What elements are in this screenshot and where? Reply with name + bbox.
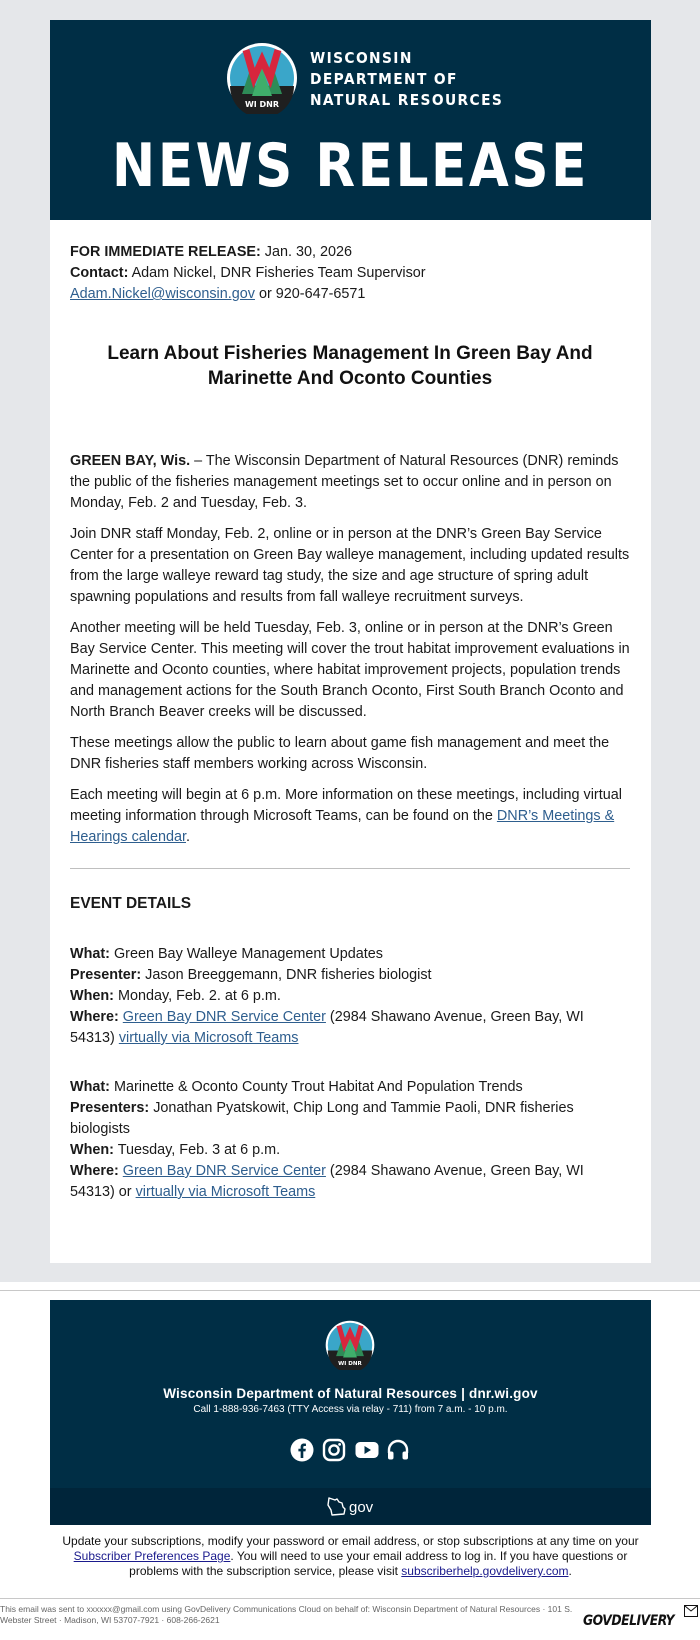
dateline: GREEN BAY, Wis. [70,453,191,469]
event-1-when: Monday, Feb. 2. at 6 p.m. [113,988,281,1004]
contact-phone: or 920-647-6571 [254,286,366,302]
contact-name: Adam Nickel, DNR Fisheries Team Supervisor [128,265,426,281]
event-1-when-label: When: [70,988,114,1004]
dnr-logo-icon [226,42,298,114]
event-1-address: (2984 Shawano Avenue, Green Bay, WI 54313) [70,1009,584,1046]
instagram-icon[interactable] [322,1438,346,1462]
fineprint-divider [0,1598,700,1599]
subscriber-help-link[interactable]: subscriberhelp.govdelivery.com [401,1564,569,1578]
article-body [50,220,651,1203]
headline: NEWS RELEASE [112,131,589,201]
agency-line-2: DEPARTMENT OF [310,70,458,88]
paragraph-1 [70,451,630,514]
footer [50,1300,651,1525]
event-2-address: (2984 Shawano Avenue, Green Bay, WI 54313) or [70,1163,584,1200]
event-1-presenter-label: Presenter: [70,967,142,983]
paragraph-5-end: . [186,829,190,845]
event-details-heading: EVENT DETAILS [70,895,192,912]
footer-dnr-logo-icon[interactable] [325,1320,375,1370]
event-2-what-label: What: [70,1079,110,1095]
logo-text: WI DNR [244,100,280,109]
subscription-notice [52,1534,649,1579]
agency-line-1: WISCONSIN [310,49,413,67]
wisconsin-gov-logo[interactable] [326,1496,373,1516]
news-header [50,20,651,220]
event-1-teams-link[interactable]: virtually via Microsoft Teams [118,1030,299,1046]
event-2 [70,1077,630,1203]
event-2-what: Marinette & Oconto County Trout Habitat And Population Trends [109,1079,523,1095]
event-1-where-label: Where: [70,1009,119,1025]
paragraph-1-text: – The Wisconsin Department of Natural Resources (DNR) reminds the public of the fisheries management meetings set to occur online and in person on Monday, Feb. 2 and Tuesday, Feb. 3. [70,453,619,511]
social-links [290,1438,410,1464]
agency-name [310,48,503,111]
paragraph-3: Another meeting will be held Tuesday, Feb. 3, online or in person at the DNR’s Green Bay Service Center. This meeting will cover the trout habitat improvement evaluations in Marinette and Oconto counties, where habitat improvement projects, population trends and management actions for the South Branch Oconto, First South Branch Oconto and North Branch Beaver creeks will be discussed. [70,620,630,720]
event-1-location-link[interactable]: Green Bay DNR Service Center [122,1009,326,1025]
event-2-presenter-label: Presenters: [70,1100,150,1116]
govdelivery-logo[interactable]: GOVDELIVERY [583,1613,675,1629]
event-1-what: Green Bay Walleye Management Updates [109,946,383,962]
paragraph-4: These meetings allow the public to learn about game fish management and meet the DNR fisheries staff members working across Wisconsin. [70,735,610,772]
paragraph-2: Join DNR staff Monday, Feb. 2, online or in person at the DNR’s Green Bay Service Center for a presentation on Green Bay walleye management, including updated results from the large walleye reward tag study, the size and age structure of spring adult spawning populations and results from fall walleye recruitment surveys. [70,526,630,605]
subscription-text-1: Update your subscriptions, modify your password or email address, or stop subscriptions at any time on your [62,1534,639,1548]
subscription-text-2: . You will need to use your email address to log in. If you have questions or problems with the subscription service, please visit [129,1549,628,1578]
event-2-when: Tuesday, Feb. 3 at 6 p.m. [113,1142,281,1158]
footer-org: Wisconsin Department of Natural Resources | dnr.wi.gov [163,1386,538,1401]
contact-email-link[interactable]: Adam.Nickel@wisconsin.gov [70,286,255,302]
event-2-when-label: When: [70,1142,114,1158]
footer-logo-text: WI DNR [338,1361,362,1368]
release-label: FOR IMMEDIATE RELEASE: [70,244,261,260]
event-2-where-label: Where: [70,1163,119,1179]
youtube-icon[interactable] [354,1438,378,1462]
release-meta [70,242,630,305]
facebook-icon[interactable] [290,1438,314,1462]
agency-line-3: NATURAL RESOURCES [310,91,504,109]
subscriber-preferences-link[interactable]: Subscriber Preferences Page [73,1549,231,1563]
section-divider [0,1290,700,1291]
event-2-teams-link[interactable]: virtually via Microsoft Teams [135,1184,316,1200]
wisconsin-state-icon [326,1496,348,1516]
govdelivery-mark-icon [684,1605,698,1617]
paragraph-5-text: Each meeting will begin at 6 p.m. More information on these meetings, including virtual meeting information through Microsoft Teams, can be found on the [70,787,622,824]
gov-text: gov [349,1499,374,1516]
contact-label: Contact: [70,265,129,281]
news-card [50,20,651,1263]
article-title: Learn About Fisheries Management In Green Bay And Marinette And Oconto Counties [107,343,593,389]
release-date: Jan. 30, 2026 [260,244,353,260]
podcast-headphones-icon[interactable] [386,1438,410,1462]
footer-gov-bar [50,1488,651,1525]
divider [70,868,630,869]
fineprint: This email was sent to xxxxxx@gmail.com using GovDelivery Communications Cloud on behalf of: Wisconsin Department of Natural Resources · 101 S. Webster Street · Madison, WI 53707-7921 · 608-266-2621 [0,1604,573,1625]
subscription-text-3: . [568,1564,572,1578]
event-1-what-label: What: [70,946,110,962]
event-2-presenter: Jonathan Pyatskowit, Chip Long and Tammie Paoli, DNR fisheries biologists [70,1100,574,1137]
footer-phone: Call 1-888-936-7463 (TTY Access via relay - 711) from 7 a.m. - 10 p.m. [193,1404,508,1415]
event-1-presenter: Jason Breeggemann, DNR fisheries biologist [141,967,432,983]
event-1 [70,944,630,1049]
event-2-location-link[interactable]: Green Bay DNR Service Center [122,1163,326,1179]
meetings-calendar-link[interactable]: DNR’s Meetings & Hearings calendar [70,808,615,845]
paragraph-5 [70,785,630,848]
